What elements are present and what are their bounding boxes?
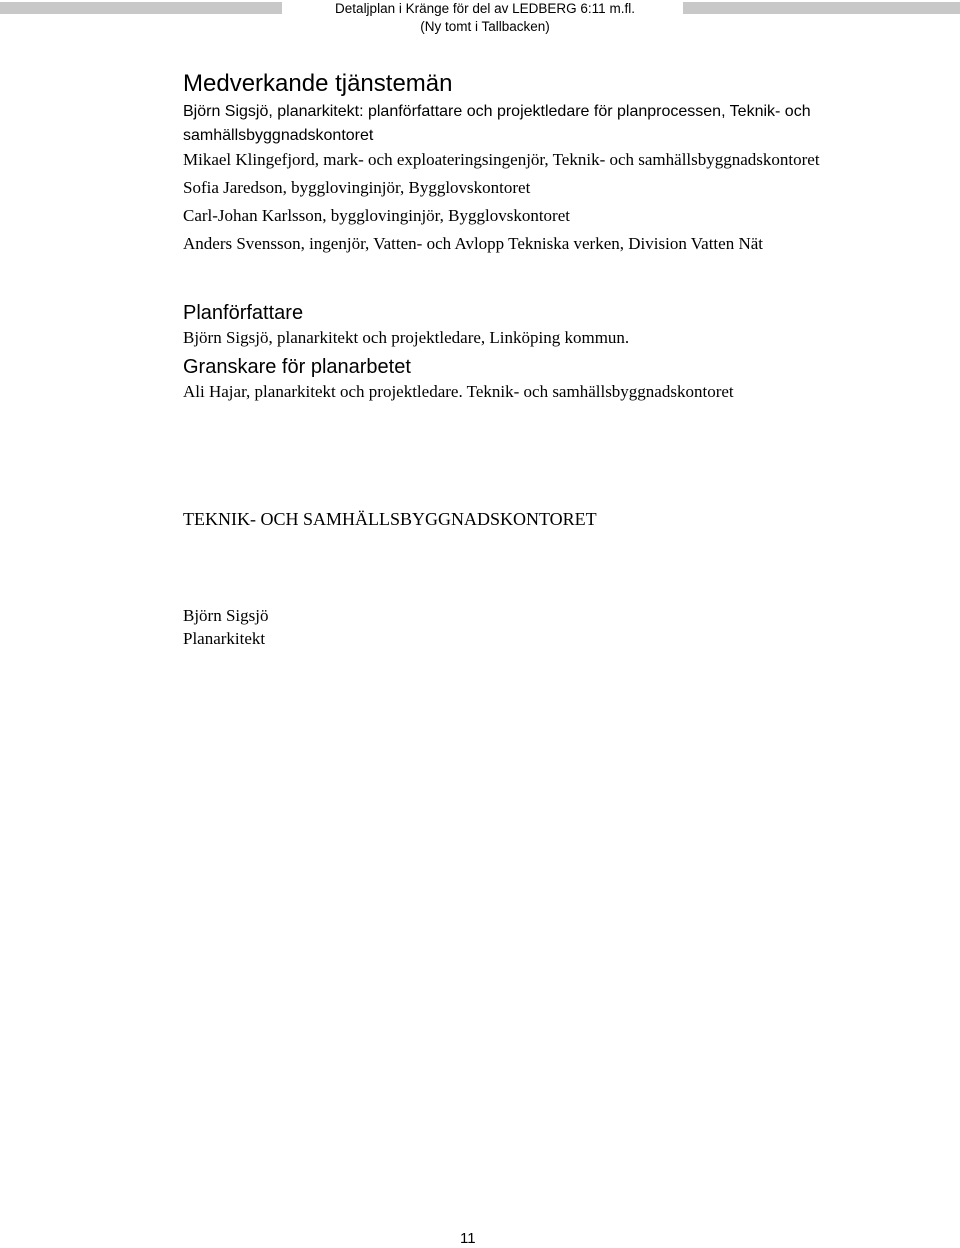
page-number: 11: [460, 1230, 476, 1247]
header-title: Detaljplan i Kränge för del av LEDBERG 6:11 m.fl.: [335, 1, 635, 16]
office-name: TEKNIK- OCH SAMHÄLLSBYGGNADSKONTORET: [183, 509, 597, 529]
staff-section-title: Medverkande tjänstemän: [183, 70, 453, 97]
staff-intro: Björn Sigsjö, planarkitekt: planförfattare och projektledare för planprocessen, Teknik- och samhällsbyggnadskontoret: [183, 103, 811, 144]
header-rule-left: [0, 2, 282, 14]
page-header: [300, 0, 670, 36]
staff-member-3: Carl-Johan Karlsson, bygglovinginjör, Bygglovskontoret: [183, 206, 570, 225]
signature-name: Björn Sigsjö: [183, 606, 269, 625]
reviewer-section-title: Granskare för planarbetet: [183, 356, 411, 378]
staff-member-4: Anders Svensson, ingenjör, Vatten- och Avlopp Tekniska verken, Division Vatten Nät: [183, 234, 763, 253]
document-body: [183, 70, 883, 650]
header-rule-right: [683, 2, 960, 14]
staff-member-2: Sofia Jaredson, bygglovinginjör, Bygglovskontoret: [183, 178, 531, 197]
reviewer-text: Ali Hajar, planarkitekt och projektledare. Teknik- och samhällsbyggnadskontoret: [183, 382, 734, 401]
author-text: Björn Sigsjö, planarkitekt och projektledare, Linköping kommun.: [183, 328, 630, 347]
signature-role: Planarkitekt: [183, 629, 266, 648]
staff-member-1: Mikael Klingefjord, mark- och exploateringsingenjör, Teknik- och samhällsbyggnadskontoret: [183, 150, 820, 169]
author-section-title: Planförfattare: [183, 302, 304, 324]
header-subtitle: (Ny tomt i Tallbacken): [420, 19, 550, 34]
